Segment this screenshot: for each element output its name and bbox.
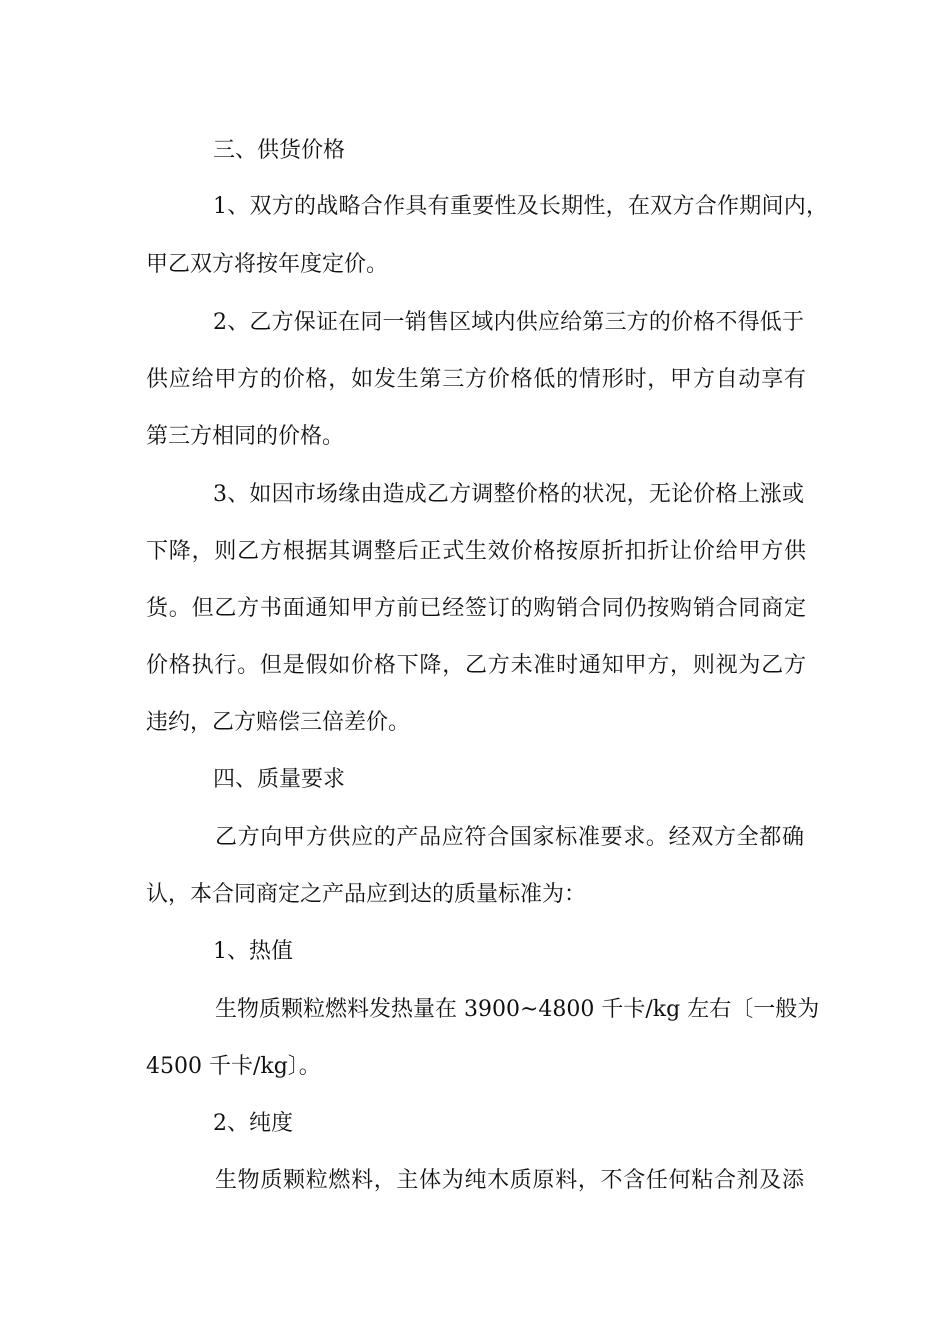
paragraph-line: 价格执行。但是假如价格下降，乙方未准时通知甲方，则视为乙方 bbox=[146, 653, 806, 678]
subheading-calorific-value: 1、热值 bbox=[213, 939, 293, 964]
paragraph-line: 生物质颗粒燃料，主体为纯木质原料，不含任何粘合剂及添 bbox=[215, 1168, 804, 1193]
paragraph-line: 甲乙双方将按年度定价。 bbox=[146, 252, 389, 277]
paragraph-line: 乙方向甲方供应的产品应符合国家标准要求。经双方全都确 bbox=[215, 825, 804, 850]
paragraph-line: 供应给甲方的价格，如发生第三方价格低的情形时，甲方自动享有 bbox=[146, 367, 806, 392]
section-heading-supply-price: 三、供货价格 bbox=[213, 138, 346, 163]
paragraph-line: 3、如因市场缘由造成乙方调整价格的状况，无论价格上涨或 bbox=[213, 482, 804, 507]
paragraph-line: 货。但乙方书面通知甲方前已经签订的购销合同仍按购销合同商定 bbox=[146, 596, 806, 621]
paragraph-line: 下降，则乙方根据其调整后正式生效价格按原折扣折让价给甲方供 bbox=[146, 539, 806, 564]
paragraph-line: 认，本合同商定之产品应到达的质量标准为： bbox=[146, 882, 587, 907]
paragraph-line: 生物质颗粒燃料发热量在 3900~4800 千卡/kg 左右〔一般为 bbox=[215, 997, 820, 1022]
paragraph-line: 第三方相同的价格。 bbox=[146, 424, 345, 449]
paragraph-line: 4500 千卡/kg〕。 bbox=[146, 1054, 321, 1079]
paragraph-line: 2、乙方保证在同一销售区域内供应给第三方的价格不得低于 bbox=[213, 310, 804, 335]
section-heading-quality-requirements: 四、质量要求 bbox=[213, 767, 346, 792]
subheading-purity: 2、纯度 bbox=[213, 1111, 293, 1136]
paragraph-line: 1、双方的战略合作具有重要性及长期性，在双方合作期间内， bbox=[213, 194, 828, 219]
paragraph-line: 违约，乙方赔偿三倍差价。 bbox=[146, 710, 411, 735]
